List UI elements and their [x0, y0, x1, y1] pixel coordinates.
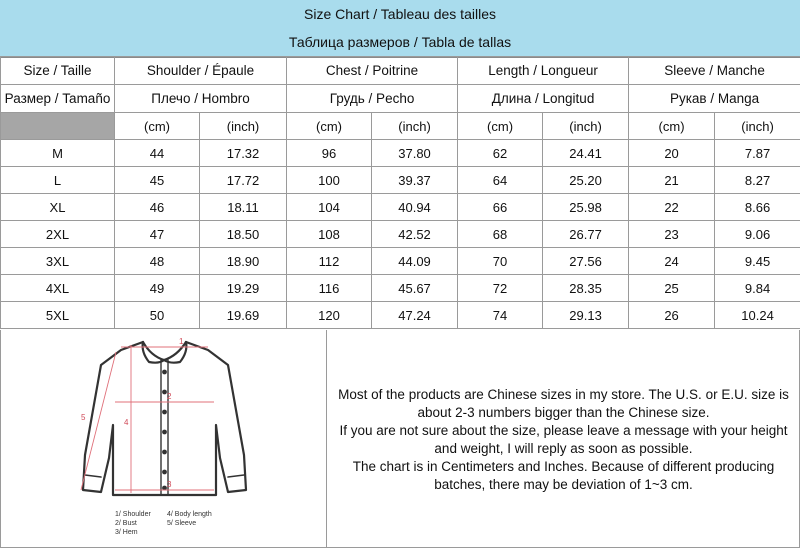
table-cell: 50: [115, 302, 200, 329]
note-line: The chart is in Centimeters and Inches. Because of different producing: [352, 459, 775, 474]
table-cell: 28.35: [543, 275, 629, 302]
table-cell: 70: [458, 248, 543, 275]
table-cell: 23: [629, 221, 715, 248]
table-cell: 96: [287, 140, 372, 167]
chart-header: [0, 0, 800, 58]
table-cell: 17.32: [200, 140, 287, 167]
table-row: [1, 248, 800, 275]
size-label: 5XL: [1, 302, 115, 329]
table-cell: 40.94: [372, 194, 458, 221]
table-cell: 9.45: [715, 248, 800, 275]
table-cell: 112: [287, 248, 372, 275]
unit-cell: (cm): [458, 113, 543, 140]
size-table: [0, 56, 800, 329]
header-cell: Длина / Longitud: [458, 85, 629, 113]
table-cell: 29.13: [543, 302, 629, 329]
table-cell: 120: [287, 302, 372, 329]
table-cell: 47.24: [372, 302, 458, 329]
header-cell: Рукав / Manga: [629, 85, 800, 113]
note-line: If you are not sure about the size, please leave a message with your height: [339, 423, 788, 438]
size-label: 4XL: [1, 275, 115, 302]
table-cell: 108: [287, 221, 372, 248]
table-cell: 25.98: [543, 194, 629, 221]
header-cell: Грудь / Pecho: [287, 85, 458, 113]
unit-cell: (cm): [115, 113, 200, 140]
header-cell: Chest / Poitrine: [287, 57, 458, 85]
size-notes-text: [327, 386, 800, 494]
table-cell: 74: [458, 302, 543, 329]
table-cell: 104: [287, 194, 372, 221]
mark-label-3: 3: [167, 480, 172, 489]
note-line: about 2-3 numbers bigger than the Chinese size.: [417, 405, 710, 420]
header-cell: Sleeve / Manche: [629, 57, 800, 85]
mark-label-2: 2: [167, 392, 172, 401]
table-cell: 62: [458, 140, 543, 167]
table-row: [1, 140, 800, 167]
legend-item: 5/ Sleeve: [167, 520, 197, 527]
table-cell: 26: [629, 302, 715, 329]
table-cell: 25: [629, 275, 715, 302]
note-line: Most of the products are Chinese sizes in my store. The U.S. or E.U. size is: [338, 387, 789, 402]
table-cell: 19.29: [200, 275, 287, 302]
table-row: [1, 302, 800, 329]
table-cell: 42.52: [372, 221, 458, 248]
size-label: L: [1, 167, 115, 194]
size-label: M: [1, 140, 115, 167]
legend-column-2: [167, 510, 212, 528]
table-cell: 8.66: [715, 194, 800, 221]
header-row-english-french: [1, 57, 800, 85]
table-cell: 22: [629, 194, 715, 221]
unit-cell: (cm): [287, 113, 372, 140]
legend-item: 4/ Body length: [167, 511, 212, 518]
unit-cell: (inch): [543, 113, 629, 140]
table-cell: 20: [629, 140, 715, 167]
table-cell: 72: [458, 275, 543, 302]
table-cell: 64: [458, 167, 543, 194]
table-cell: 24: [629, 248, 715, 275]
note-line: and weight, I will reply as soon as possible.: [434, 441, 693, 456]
table-cell: 45: [115, 167, 200, 194]
size-label: 2XL: [1, 221, 115, 248]
header-cell: Length / Longueur: [458, 57, 629, 85]
corner-cell: [1, 113, 115, 140]
table-cell: 7.87: [715, 140, 800, 167]
table-cell: 24.41: [543, 140, 629, 167]
header-cell: Size / Taille: [1, 57, 115, 85]
legend-item: 2/ Bust: [115, 520, 137, 527]
legend-item: 1/ Shoulder: [115, 511, 151, 518]
table-cell: 49: [115, 275, 200, 302]
header-cell: Shoulder / Épaule: [115, 57, 287, 85]
header-cell: Плечо / Hombro: [115, 85, 287, 113]
table-row: [1, 275, 800, 302]
bottom-section: [0, 330, 800, 549]
shirt-outline-icon: [71, 330, 261, 508]
table-cell: 27.56: [543, 248, 629, 275]
mark-label-5: 5: [81, 413, 86, 422]
unit-cell: (cm): [629, 113, 715, 140]
note-line: batches, there may be deviation of 1~3 cm.: [434, 477, 693, 492]
table-cell: 100: [287, 167, 372, 194]
table-cell: 116: [287, 275, 372, 302]
shirt-diagram-panel: [0, 330, 327, 548]
table-row: [1, 221, 800, 248]
unit-cell: (inch): [372, 113, 458, 140]
table-cell: 45.67: [372, 275, 458, 302]
table-cell: 39.37: [372, 167, 458, 194]
header-title-line-2: Таблица размеров / Tabla de tallas: [288, 34, 512, 50]
table-cell: 47: [115, 221, 200, 248]
table-cell: 10.24: [715, 302, 800, 329]
header-title-line-1: Size Chart / Tableau des tailles: [304, 6, 496, 22]
table-cell: 19.69: [200, 302, 287, 329]
unit-cell: (inch): [200, 113, 287, 140]
header-row-russian-spanish: [1, 85, 800, 113]
size-notes-panel: [327, 330, 800, 548]
table-cell: 18.50: [200, 221, 287, 248]
size-label: 3XL: [1, 248, 115, 275]
table-cell: 8.27: [715, 167, 800, 194]
table-cell: 26.77: [543, 221, 629, 248]
table-cell: 44: [115, 140, 200, 167]
mark-label-1: 1: [179, 337, 184, 346]
table-cell: 9.06: [715, 221, 800, 248]
header-cell: Размер / Tamaño: [1, 85, 115, 113]
size-label: XL: [1, 194, 115, 221]
table-cell: 48: [115, 248, 200, 275]
table-cell: 21: [629, 167, 715, 194]
table-cell: 17.72: [200, 167, 287, 194]
mark-label-4: 4: [124, 418, 129, 427]
table-cell: 37.80: [372, 140, 458, 167]
legend-item: 3/ Hem: [115, 529, 138, 536]
unit-cell: (inch): [715, 113, 800, 140]
table-cell: 9.84: [715, 275, 800, 302]
table-cell: 25.20: [543, 167, 629, 194]
table-cell: 66: [458, 194, 543, 221]
legend-column-1: [115, 510, 151, 537]
table-cell: 18.11: [200, 194, 287, 221]
table-row: [1, 167, 800, 194]
table-cell: 68: [458, 221, 543, 248]
table-cell: 44.09: [372, 248, 458, 275]
table-row: [1, 194, 800, 221]
table-cell: 46: [115, 194, 200, 221]
table-cell: 18.90: [200, 248, 287, 275]
units-row: [1, 113, 800, 140]
